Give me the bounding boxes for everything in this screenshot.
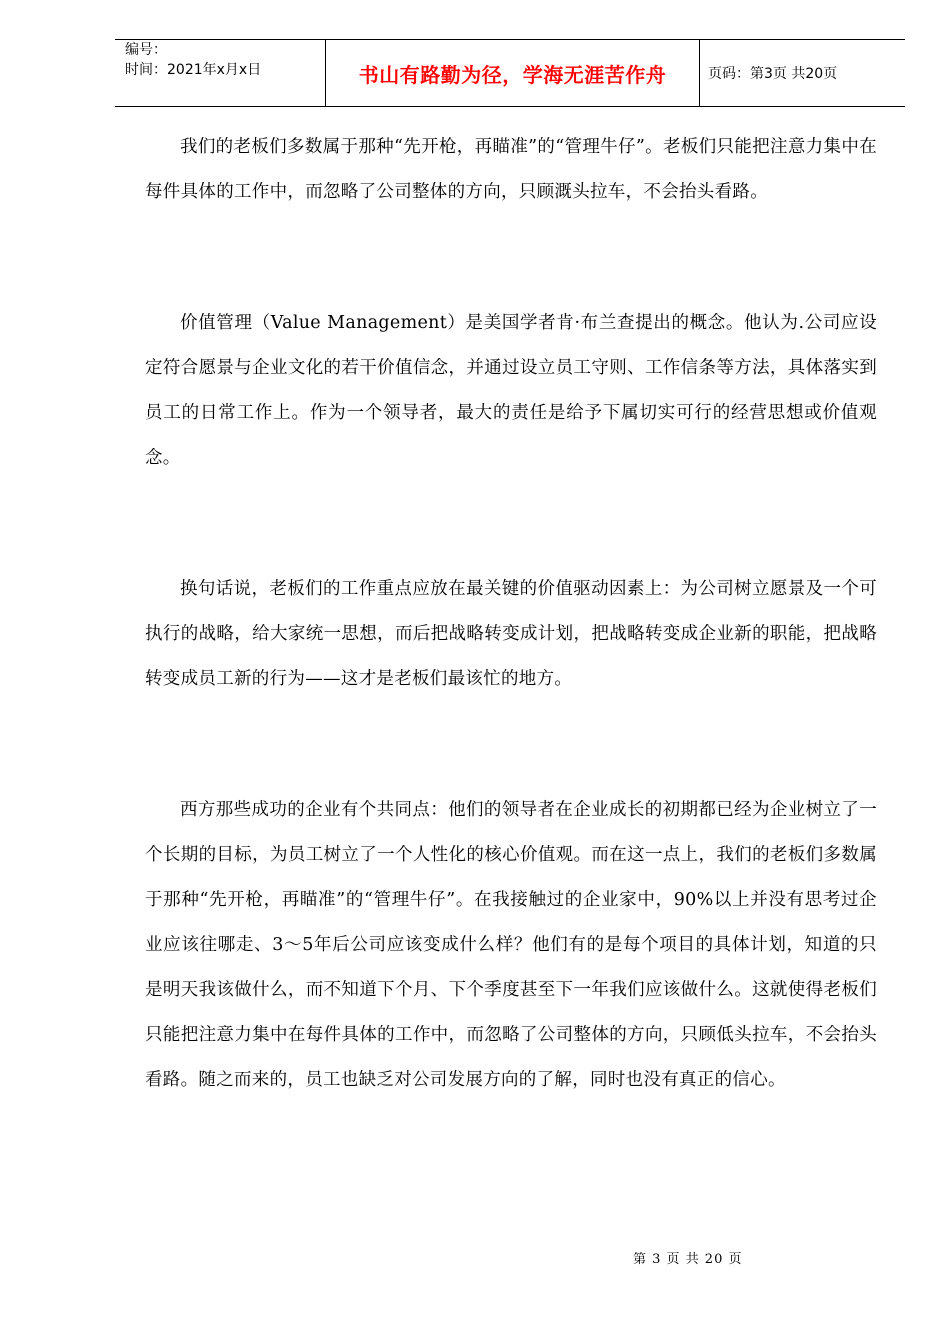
paragraph: 西方那些成功的企业有个共同点：他们的领导者在企业成长的初期都已经为企业树立了一个长期的目标，为员工树立了一个人性化的核心价值观。而在这一点上，我们的老板们多数属于那种“先开枪，再瞄准”的“管理牛仔”。在我接触过的企业家中，90%以上并没有思考过企业应该往哪走、3～5年后公司应该变成什么样？他们有的是每个项目的具体计划，知道的只是明天我该做什么，而不知道下个月、下个季度甚至下一年我们应该做什么。这就使得老板们只能把注意力集中在每件具体的工作中，而忽略了公司整体的方向，只顾低头拉车，不会抬头看路。随之而来的，员工也缺乏对公司发展方向的了解，同时也没有真正的信心。 bbox=[145, 800, 877, 1090]
paragraph: 价值管理（Value Management）是美国学者肯·布兰查提出的概念。他认为.公司应设定符合愿景与企业文化的若干价值信念，并通过设立员工守则、工作信条等方法，具体落实到员工的日常工作上。作为一个领导者，最大的责任是给予下属切实可行的经营思想或价值观念。 bbox=[145, 313, 877, 468]
paragraph: 换句话说，老板们的工作重点应放在最关键的价值驱动因素上：为公司树立愿景及一个可执行的战略，给大家统一思想，而后把战略转变成计划，把战略转变成企业新的职能，把战略转变成员工新的行为——这才是老板们最该忙的地方。 bbox=[145, 579, 877, 689]
header-motto: 书山有路勤为径，学海无涯苦作舟 bbox=[326, 40, 700, 107]
header-page-info: 页码：第3页 共20页 bbox=[700, 40, 906, 107]
document-body bbox=[145, 125, 877, 1103]
date-label: 时间：2021年x月x日 bbox=[125, 62, 262, 78]
paragraph: 我们的老板们多数属于那种“先开枪，再瞄准”的“管理牛仔”。老板们只能把注意力集中在每件具体的工作中，而忽略了公司整体的方向，只顾溉头拉车，不会抬头看路。 bbox=[145, 137, 877, 202]
header-meta-cell bbox=[115, 40, 326, 107]
document-header bbox=[115, 39, 905, 107]
footer-page-number: 第 3 页 共 20 页 bbox=[633, 1252, 743, 1267]
serial-number-label: 编号： bbox=[125, 42, 167, 58]
